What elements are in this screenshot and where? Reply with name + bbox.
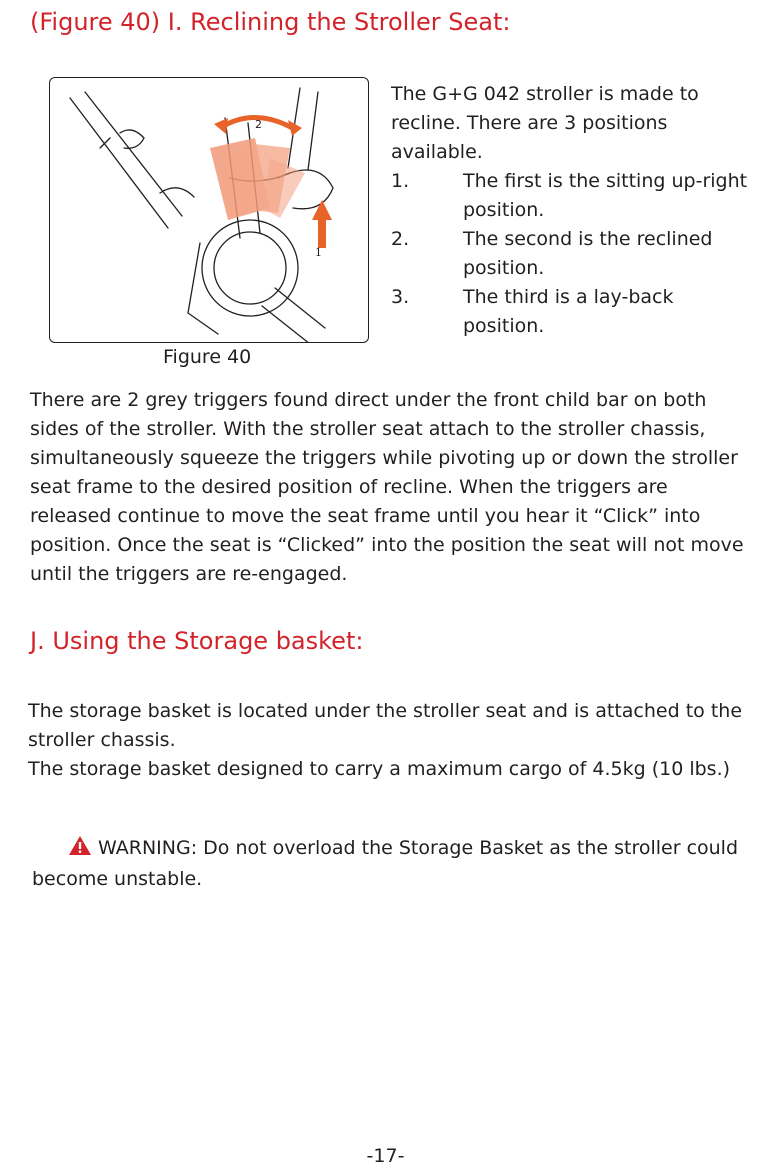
clamp-band [120, 130, 144, 148]
up-arrow-1-shaft [318, 218, 326, 248]
position-text: The second is the reclined position. [463, 228, 713, 279]
position-item-2 [391, 225, 751, 283]
bracket-curve [160, 188, 194, 197]
basket-location-paragraph: The storage basket is located under the stroller seat and is attached to the stroller chassis. [28, 700, 743, 751]
warning-label: WARNING: [98, 837, 198, 859]
recline-positions-text [391, 80, 751, 341]
recline-positions-list [391, 167, 751, 341]
page-number: -17- [366, 1145, 405, 1167]
up-arrow-1-head [312, 200, 332, 220]
arrow-label-2: 2 [255, 118, 262, 131]
arrow-label-1: 1 [315, 246, 322, 259]
section-j-heading: J. Using the Storage basket: [30, 627, 364, 655]
stroller-recline-illustration [50, 78, 369, 343]
position-number: 1. [391, 170, 410, 192]
warning-text: Do not overload the Storage Basket as the stroller could become unstable. [32, 837, 739, 890]
frame-tube-right [85, 92, 182, 216]
hub-joint-outer [202, 220, 298, 316]
rear-leg-bottom [262, 306, 310, 343]
figure-caption: Figure 40 [163, 346, 252, 368]
warning-triangle-icon [68, 835, 92, 865]
position-text: The first is the sitting up-right position. [463, 170, 748, 221]
position-number: 3. [391, 286, 410, 308]
rotate-arrow-2-head-left [214, 118, 228, 134]
hub-joint-inner [214, 232, 286, 304]
position-item-3 [391, 283, 751, 341]
frame-tube-left [70, 98, 168, 228]
section-i-heading: (Figure 40) I. Reclining the Stroller Seat: [30, 8, 511, 36]
warning-paragraph [32, 834, 752, 894]
recline-intro: The G+G 042 stroller is made to recline. There are 3 positions available. [391, 83, 699, 163]
triggers-paragraph: There are 2 grey triggers found direct under the front child bar on both sides of the stroller. With the stroller seat attach to the stroller chassis, simultaneously squeeze the triggers while pivoting up or down the stroller seat frame to the desired position of recline. When the triggers are released continue to move the seat frame until you hear it “Click” into position. Once the seat is “Clicked” into the position the seat will not move until the triggers are re-engaged. [30, 389, 744, 585]
basket-capacity-paragraph: The storage basket designed to carry a maximum cargo of 4.5kg (10 lbs.) [28, 758, 731, 780]
position-number: 2. [391, 228, 410, 250]
figure-40-illustration [49, 77, 369, 343]
position-text: The third is a lay-back position. [463, 286, 674, 337]
position-item-1 [391, 167, 751, 225]
